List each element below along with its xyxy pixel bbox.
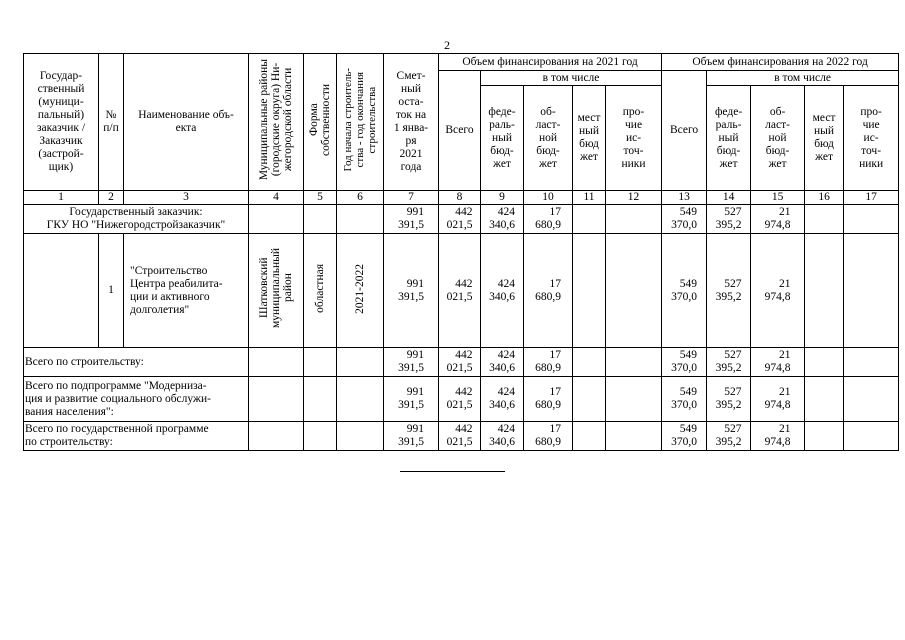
estimate-cell: 991 391,5 <box>384 234 439 348</box>
total-2021-cell: 442 021,5 <box>439 348 481 377</box>
page-number: 2 <box>444 38 450 52</box>
col-number: 7 <box>384 191 439 205</box>
col-number: 14 <box>707 191 751 205</box>
hdr-federal-2021: феде- раль- ный бюд- жет <box>481 86 524 191</box>
col-number: 15 <box>751 191 805 205</box>
total-2022-cell: 549 370,0 <box>662 205 707 234</box>
estimate-cell: 991 391,5 <box>384 377 439 422</box>
regional-2022-cell: 527 395,2 <box>707 422 751 451</box>
total-2022-cell: 549 370,0 <box>662 348 707 377</box>
object-district: Шатковский муниципальный район <box>249 234 304 348</box>
col-number: 17 <box>844 191 899 205</box>
total-2022-cell: 549 370,0 <box>662 234 707 348</box>
total-2021-cell: 442 021,5 <box>439 205 481 234</box>
col-number: 10 <box>524 191 573 205</box>
regional-2021-cell: 424 340,6 <box>481 348 524 377</box>
other-2021-cell: 17 680,9 <box>524 422 573 451</box>
object-name: "Строительство Центра реабилита- ции и активного долголетия" <box>124 234 249 348</box>
hdr-customer: Государ- ственный (муници- пальный) заказчик / Заказчик (застрой- щик) <box>24 54 99 191</box>
program-row <box>24 422 899 451</box>
object-ownership: областная <box>304 234 337 348</box>
total-2022-cell: 549 370,0 <box>662 422 707 451</box>
total-2022-cell: 549 370,0 <box>662 377 707 422</box>
other-2022-cell: 21 974,8 <box>751 377 805 422</box>
total-construction-row <box>24 348 899 377</box>
col-number: 12 <box>606 191 662 205</box>
regional-2021-cell: 424 340,6 <box>481 377 524 422</box>
hdr-incl-2022: в том числе <box>707 71 899 86</box>
estimate-cell: 991 391,5 <box>384 422 439 451</box>
object-row <box>24 234 899 348</box>
footer-divider <box>400 471 505 472</box>
hdr-fin-2022: Объем финансирования на 2022 год <box>662 54 899 71</box>
regional-2022-cell: 527 395,2 <box>707 205 751 234</box>
regional-2021-cell: 424 340,6 <box>481 205 524 234</box>
hdr-years: Год начала строитель- ства - год окончания строительства <box>337 54 384 191</box>
object-years: 2021-2022 <box>337 234 384 348</box>
col-number: 1 <box>24 191 99 205</box>
customer-row <box>24 205 899 234</box>
total-2021-cell: 442 021,5 <box>439 422 481 451</box>
col-number: 5 <box>304 191 337 205</box>
subprogram-label: Всего по подпрограмме "Модерниза- ция и развитие социального обслужи- вания населения": <box>24 377 249 422</box>
regional-2021-cell: 424 340,6 <box>481 422 524 451</box>
hdr-total-2021: Всего <box>439 71 481 191</box>
other-2021-cell: 17 680,9 <box>524 205 573 234</box>
object-num: 1 <box>99 234 124 348</box>
other-2021-cell: 17 680,9 <box>524 234 573 348</box>
hdr-local-2022: мест ный бюд жет <box>805 86 844 191</box>
regional-2022-cell: 527 395,2 <box>707 234 751 348</box>
regional-2022-cell: 527 395,2 <box>707 377 751 422</box>
other-2021-cell: 17 680,9 <box>524 348 573 377</box>
hdr-regional-2022: об- ласт- ной бюд- жет <box>751 86 805 191</box>
hdr-districts: Муниципальные районы (городские округа) Ни- жегородской области <box>249 54 304 191</box>
col-number: 2 <box>99 191 124 205</box>
program-label: Всего по государственной программе по строительству: <box>24 422 249 451</box>
col-number: 8 <box>439 191 481 205</box>
hdr-federal-2022: феде- раль- ный бюд- жет <box>707 86 751 191</box>
hdr-ownership: Форма собственности <box>304 54 337 191</box>
hdr-object-name: Наименование объ- екта <box>124 54 249 191</box>
hdr-local-2021: мест ный бюд жет <box>573 86 606 191</box>
col-number: 16 <box>805 191 844 205</box>
estimate-cell: 991 391,5 <box>384 348 439 377</box>
total-2021-cell: 442 021,5 <box>439 234 481 348</box>
customer-label: Государственный заказчик: ГКУ НО "Нижегородстройзаказчик" <box>24 205 249 234</box>
col-number: 9 <box>481 191 524 205</box>
header-row-1 <box>24 54 899 71</box>
hdr-regional-2021: об- ласт- ной бюд- жет <box>524 86 573 191</box>
regional-2021-cell: 424 340,6 <box>481 234 524 348</box>
estimate-cell: 991 391,5 <box>384 205 439 234</box>
hdr-estimate: Смет- ный оста- ток на 1 янва- ря 2021 года <box>384 54 439 191</box>
other-2022-cell: 21 974,8 <box>751 234 805 348</box>
subprogram-row <box>24 377 899 422</box>
total-2021-cell: 442 021,5 <box>439 377 481 422</box>
total-construction-label: Всего по строительству: <box>24 348 249 377</box>
other-2022-cell: 21 974,8 <box>751 422 805 451</box>
col-number: 6 <box>337 191 384 205</box>
col-number: 13 <box>662 191 707 205</box>
financing-table <box>23 53 899 451</box>
other-2021-cell: 17 680,9 <box>524 377 573 422</box>
col-number: 4 <box>249 191 304 205</box>
hdr-other-2022: про- чие ис- точ- ники <box>844 86 899 191</box>
hdr-fin-2021: Объем финансирования на 2021 год <box>439 54 662 71</box>
col-number: 3 <box>124 191 249 205</box>
col-number: 11 <box>573 191 606 205</box>
column-number-row <box>24 191 899 205</box>
hdr-other-2021: про- чие ис- точ- ники <box>606 86 662 191</box>
hdr-num: № п/п <box>99 54 124 191</box>
regional-2022-cell: 527 395,2 <box>707 348 751 377</box>
hdr-total-2022: Всего <box>662 71 707 191</box>
hdr-incl-2021: в том числе <box>481 71 662 86</box>
other-2022-cell: 21 974,8 <box>751 348 805 377</box>
other-2022-cell: 21 974,8 <box>751 205 805 234</box>
